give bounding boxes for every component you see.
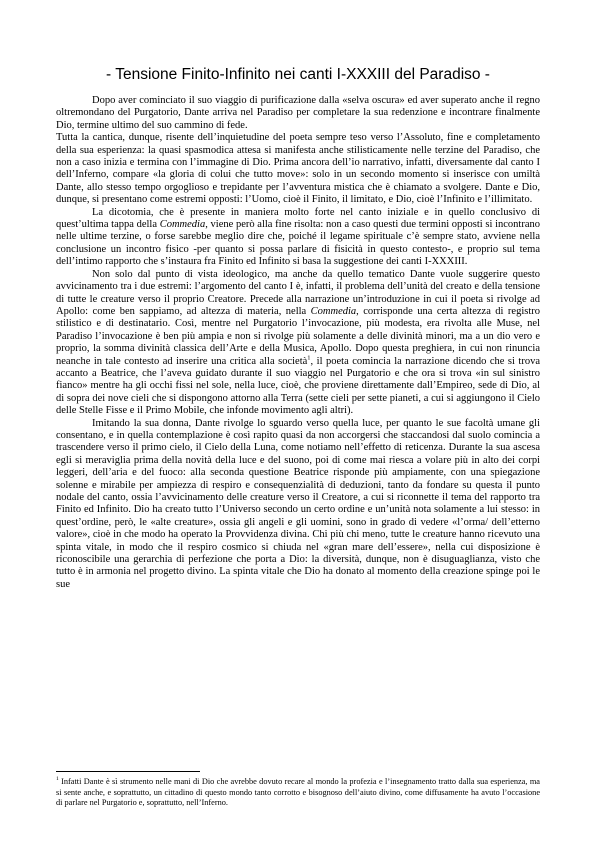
body-text bbox=[56, 95, 540, 591]
footnote bbox=[56, 777, 540, 809]
paragraph-4-text-b: , corrisponde una certa altezza di registro stilistico e di destinatario. Così, mentre nel Purgatorio l’invocazione, più modesta, era rivolta alle Muse, nel Paradiso l’invocazione è ben più ampia e non si rivolge più solamente a delle divinità minori, ma a un dio vero e proprio, la somma divinità classica dell’Arte e della Musica, Apollo. Dopo questa preghiera, in cui non rinuncia neanche in tale contesto ad inserire una critica alla società bbox=[56, 305, 540, 367]
paragraph-4-text-a: Non solo dal punto di vista ideologico, ma anche da quello tematico Dante vuole suggerire questo avvicinamento tra i due estremi: l’argomento del canto I è, infatti, il problema dell’unità del creato e della tensione di tutte le creature verso il proprio Creatore. Precede alla narrazione un’introduzione in cui il poeta si rivolge ad Apollo: come ben sappiamo, ad altezza di materia, nella bbox=[56, 268, 540, 317]
footnote-marker: 1 bbox=[56, 776, 59, 783]
paragraph-4-italic: Commedia bbox=[310, 305, 357, 317]
paragraph-3-italic: Commedia bbox=[159, 219, 206, 231]
page-title: - Tensione Finito-Infinito nei canti I-XXXIII del Paradiso - bbox=[106, 66, 490, 83]
paragraph-2: Tutta la cantica, dunque, risente dell’inquietudine del poeta sempre teso verso l’Assoluto, fine e completamento della sua esperienza: la quasi spasmodica attesa si manifesta anche stilisticamente nelle terzine del Paradiso, che non a caso inizia e termina con l’immagine di Dio. Prima ancora dell’io narrativo, infatti, diversamente dal canto I dell’Inferno, compare «la gloria di colui che tutto move»: solo in un secondo momento si inserisce con umiltà Dante, allo stesso tempo orgoglioso e trepidante per l’avventura mistica che è chiamato a svolgere. Dante e Dio, dunque, si presentano come estremi opposti: l’Uomo, cioè il Finito, il limitato, e Dio, cioè l’Infinito e l’illimitato. bbox=[56, 132, 540, 206]
footnote-text: Infatti Dante è sì strumento nelle mani di Dio che avrebbe dovuto recare al mondo la profezia e l’insegnamento tratto dalla sua esperienza, ma si sente anche, e soprattutto, un cittadino di questo mondo tanto corrotto e bisognoso dell’aiuto divino, come diffusamente ha avuto l’occasione di parlare nel Purgatorio e, soprattutto, nell’Inferno. bbox=[56, 777, 540, 807]
paragraph-4 bbox=[56, 269, 540, 418]
paragraph-4-text-c: , il poeta comincia la narrazione dicendo che si trova accanto a Beatrice, che l’aveva guidato durante il suo viaggio nel Purgatorio e che ora si trova «in sul sinistro fianco» mentre ha gli occhi fissi nel sole, nella luce, cioè, che proviene direttamente dall’Empireo, sede di Dio, al di sopra dei nove cieli che si dispongono attorno alla Terra (sette cieli per sette pianeti, a cui si aggiungono il Cielo delle Stelle Fisse e il Primo Mobile, che infonde movimento agli altri). bbox=[56, 355, 540, 417]
footnote-reference[interactable]: 1 bbox=[307, 354, 311, 362]
paragraph-3-text-a: La dicotomia, che è presente in maniera molto forte nel canto iniziale e in quello conclusivo di quest’ultima tappa della bbox=[56, 206, 540, 231]
paragraph-1: Dopo aver cominciato il suo viaggio di purificazione dalla «selva oscura» ed aver superato anche il regno oltremondano del Purgatorio, Dante arriva nel Paradiso per completare la sua redenzione e incontrare finalmente Dio, termine ultimo del suo cammino di fede. bbox=[56, 95, 540, 131]
paragraph-3 bbox=[56, 207, 540, 269]
paragraph-5: Imitando la sua donna, Dante rivolge lo sguardo verso quella luce, per quanto le sue facoltà umane gli consentano, e in quella contemplazione è così rapito quasi da non accorgersi che staccandosi dal suolo comincia a trascendere verso il primo cielo, il Cielo della Luna, come notiamo nell’effetto di reticenza. Durante la sua ascesa egli si meraviglia prima della novità della luce e del suono, poi di come mai riesca a volare più in alto dei corpi leggeri, dell’aria e del fuoco: alla seconda questione Beatrice risponde più ampiamente, con una spiegazione solenne e mirabile per ampiezza di respiro e consequenzialità di deduzioni, tanto da fondare su questa il punto nodale del canto, ossia l’avvicinamento delle creature verso il Creatore, a cui si riconnette il tema del rapporto tra Finito ed Infinito. Dio ha creato tutto l’Universo secondo un certo ordine e un’unità nota solamente a lui stesso: in quest’ordine, però, le «alte creature», ossia gli angeli e gli uomini, sono in grado di vedere «l’orma/ dell’etterno valore», cioè in che modo ha operato la Provvidenza divina. Chi più chi meno, tutte le creature hanno ricevuto una spinta vitale, in modo che il respiro cosmico si chiuda nel «gran mare dell’essere», nella cui disposizione è riconoscibile una gerarchia di perfezione che porta a Dio: la diversità, dunque, non è disuguaglianza, visto che tutto è in armonia nel progetto divino. La spinta vitale che Dio ha donato al momento della creazione spinge poi le sue bbox=[56, 417, 540, 590]
footnote-separator bbox=[56, 771, 200, 772]
paragraph-3-text-b: , viene però alla fine risolta: non a caso questi due termini opposti si incontrano nelle ultime terzine, o forse sarebbe meglio dire che, poiché il legame spirituale c’è sempre stato, avviene nella conclusione un incontro fisico -per quanto si possa parlare di fisicità in questo contesto-, e proprio sul tema dell’intimo rapporto che s’instaura fra Finito ed Infinito si basa la suggestione dei canti I-XXXIII. bbox=[56, 219, 541, 268]
